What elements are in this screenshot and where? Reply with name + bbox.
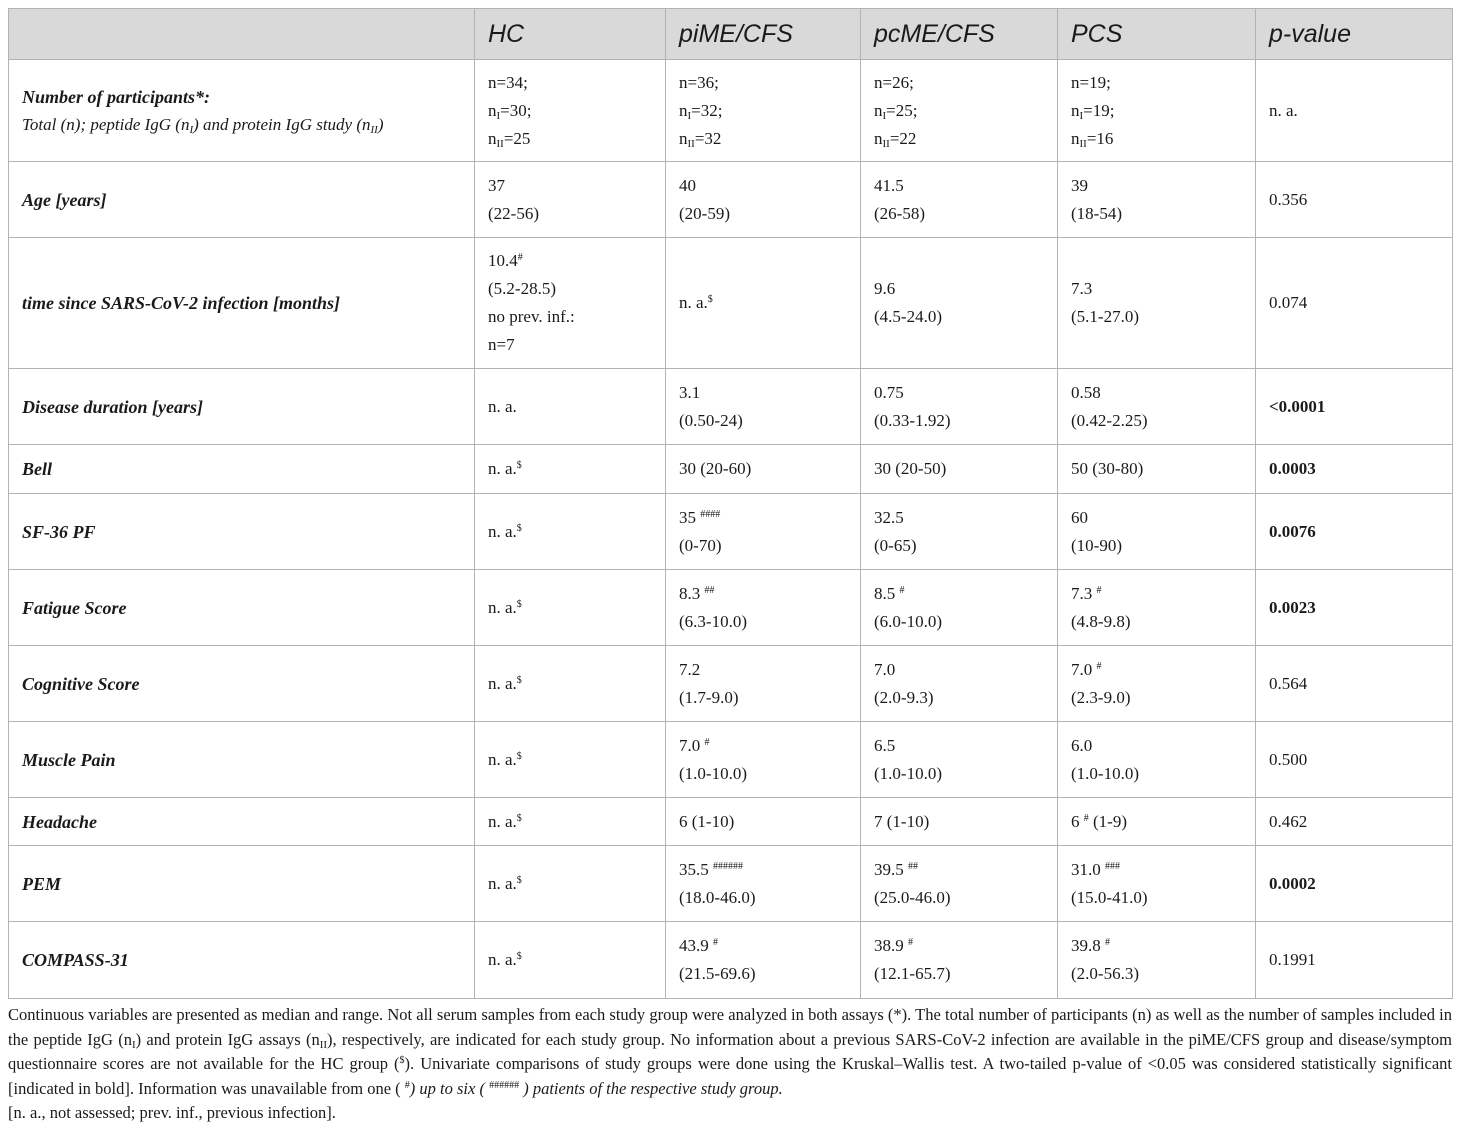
cell-cognitive-pcme: 7.0 (2.0-9.3) xyxy=(861,646,1058,722)
characteristics-table-wrapper xyxy=(8,8,1452,999)
cell-sf36-pime: 35 #### (0-70) xyxy=(666,494,861,570)
cell-age-pcme: 41.5 (26-58) xyxy=(861,162,1058,238)
row-pem xyxy=(9,846,1453,922)
cell-cognitive-pime: 7.2 (1.7-9.0) xyxy=(666,646,861,722)
cell-time-pcme: 9.6 (4.5-24.0) xyxy=(861,238,1058,369)
cell-duration-pime: 3.1 (0.50-24) xyxy=(666,369,861,445)
cell-headache-p: 0.462 xyxy=(1256,798,1453,846)
cell-participants-p: n. a. xyxy=(1256,60,1453,162)
cell-compass-hc: n. a.$ xyxy=(475,922,666,999)
cell-duration-hc: n. a. xyxy=(475,369,666,445)
cell-muscle-p: 0.500 xyxy=(1256,722,1453,798)
label-participants: Number of participants*: Total (n); peptide IgG $(n_I)$ and protein IgG study $(n_{II})$ xyxy=(9,60,475,162)
cell-participants-pcme: n=26; $n_I=25$; $n_{II}=22$ xyxy=(861,60,1058,162)
header-pime: piME/CFS xyxy=(666,9,861,60)
cell-age-pime: 40 (20-59) xyxy=(666,162,861,238)
cell-time-p: 0.074 xyxy=(1256,238,1453,369)
cell-bell-p: 0.0003 xyxy=(1256,445,1453,494)
header-pcme: pcME/CFS xyxy=(861,9,1058,60)
cell-bell-pime: 30 (20-60) xyxy=(666,445,861,494)
row-fatigue xyxy=(9,570,1453,646)
cell-participants-pime: n=36; $n_I=32$; $n_{II}=32$ xyxy=(666,60,861,162)
label-pem: PEM xyxy=(9,846,475,922)
cell-cognitive-p: 0.564 xyxy=(1256,646,1453,722)
cell-bell-pcme: 30 (20-50) xyxy=(861,445,1058,494)
cell-time-pcs: 7.3 (5.1-27.0) xyxy=(1058,238,1256,369)
cell-participants-pcs: n=19; $n_I=19$; $n_{II}=16$ xyxy=(1058,60,1256,162)
label-disease-duration: Disease duration [years] xyxy=(9,369,475,445)
characteristics-table xyxy=(8,8,1453,999)
cell-headache-pcme: 7 (1-10) xyxy=(861,798,1058,846)
row-headache xyxy=(9,798,1453,846)
cell-cognitive-hc: n. a.$ xyxy=(475,646,666,722)
cell-fatigue-hc: n. a.$ xyxy=(475,570,666,646)
cell-cognitive-pcs: 7.0 # (2.3-9.0) xyxy=(1058,646,1256,722)
cell-pem-pcme: 39.5 ## (25.0-46.0) xyxy=(861,846,1058,922)
cell-time-hc: 10.4# (5.2-28.5) no prev. inf.: n=7 xyxy=(475,238,666,369)
cell-headache-pime: 6 (1-10) xyxy=(666,798,861,846)
table-footnote: Continuous variables are presented as median and range. Not all serum samples from each study group were analyzed in both assays (*). The total number of participants (n) as well as the number of samples included in the peptide IgG $(n_I)$ and protein IgG assays $(n_{II})$, respectively, are indicated for each study group. No information about a previous SARS-CoV-2 infection are available in the piME/CFS group and disease/symptom questionnaire scores are not available for the HC group ($). Univariate comparisons of study groups were done using the Kruskal–Wallis test. A two-tailed p-value of <0.05 was considered statistically significant [indicated in bold]. Information was unavailable from one ( #) up to six ( ###### ) patients of the respective study group. [n. a., not assessed; prev. inf., previous infection]. xyxy=(8,1005,1453,1122)
cell-age-pcs: 39 (18-54) xyxy=(1058,162,1256,238)
cell-bell-hc: n. a.$ xyxy=(475,445,666,494)
cell-muscle-hc: n. a.$ xyxy=(475,722,666,798)
cell-sf36-p: 0.0076 xyxy=(1256,494,1453,570)
cell-duration-pcs: 0.58 (0.42-2.25) xyxy=(1058,369,1256,445)
cell-compass-pcme: 38.9 # (12.1-65.7) xyxy=(861,922,1058,999)
label-muscle-pain: Muscle Pain xyxy=(9,722,475,798)
cell-pem-pcs: 31.0 ### (15.0-41.0) xyxy=(1058,846,1256,922)
cell-age-hc: 37 (22-56) xyxy=(475,162,666,238)
cell-pem-hc: n. a.$ xyxy=(475,846,666,922)
cell-muscle-pcs: 6.0 (1.0-10.0) xyxy=(1058,722,1256,798)
cell-sf36-hc: n. a.$ xyxy=(475,494,666,570)
cell-fatigue-pcme: 8.5 # (6.0-10.0) xyxy=(861,570,1058,646)
cell-bell-pcs: 50 (30-80) xyxy=(1058,445,1256,494)
label-cognitive: Cognitive Score xyxy=(9,646,475,722)
cell-sf36-pcme: 32.5 (0-65) xyxy=(861,494,1058,570)
cell-fatigue-p: 0.0023 xyxy=(1256,570,1453,646)
cell-headache-pcs: 6 # (1-9) xyxy=(1058,798,1256,846)
row-bell xyxy=(9,445,1453,494)
cell-time-pime: n. a.$ xyxy=(666,238,861,369)
cell-muscle-pcme: 6.5 (1.0-10.0) xyxy=(861,722,1058,798)
row-time-since-infection xyxy=(9,238,1453,369)
cell-headache-hc: n. a.$ xyxy=(475,798,666,846)
label-compass31: COMPASS-31 xyxy=(9,922,475,999)
label-time-since-infection: time since SARS-CoV-2 infection [months] xyxy=(9,238,475,369)
row-participants xyxy=(9,60,1453,162)
cell-sf36-pcs: 60 (10-90) xyxy=(1058,494,1256,570)
row-muscle-pain xyxy=(9,722,1453,798)
header-empty xyxy=(9,9,475,60)
cell-pem-pime: 35.5 ###### (18.0-46.0) xyxy=(666,846,861,922)
header-row xyxy=(9,9,1453,60)
cell-fatigue-pcs: 7.3 # (4.8-9.8) xyxy=(1058,570,1256,646)
cell-participants-hc: n=34; $n_I=30$; $n_{II}=25$ xyxy=(475,60,666,162)
label-fatigue: Fatigue Score xyxy=(9,570,475,646)
cell-fatigue-pime: 8.3 ## (6.3-10.0) xyxy=(666,570,861,646)
cell-age-p: 0.356 xyxy=(1256,162,1453,238)
cell-compass-p: 0.1991 xyxy=(1256,922,1453,999)
label-sf36: SF-36 PF xyxy=(9,494,475,570)
row-disease-duration xyxy=(9,369,1453,445)
row-compass31 xyxy=(9,922,1453,999)
header-pcs: PCS xyxy=(1058,9,1256,60)
cell-duration-pcme: 0.75 (0.33-1.92) xyxy=(861,369,1058,445)
cell-compass-pcs: 39.8 # (2.0-56.3) xyxy=(1058,922,1256,999)
header-hc: HC xyxy=(475,9,666,60)
label-age: Age [years] xyxy=(9,162,475,238)
row-age xyxy=(9,162,1453,238)
header-p-value: p-value xyxy=(1256,9,1453,60)
cell-compass-pime: 43.9 # (21.5-69.6) xyxy=(666,922,861,999)
row-sf36 xyxy=(9,494,1453,570)
row-cognitive xyxy=(9,646,1453,722)
label-bell: Bell xyxy=(9,445,475,494)
cell-pem-p: 0.0002 xyxy=(1256,846,1453,922)
label-headache: Headache xyxy=(9,798,475,846)
cell-duration-p: <0.0001 xyxy=(1256,369,1453,445)
cell-muscle-pime: 7.0 # (1.0-10.0) xyxy=(666,722,861,798)
